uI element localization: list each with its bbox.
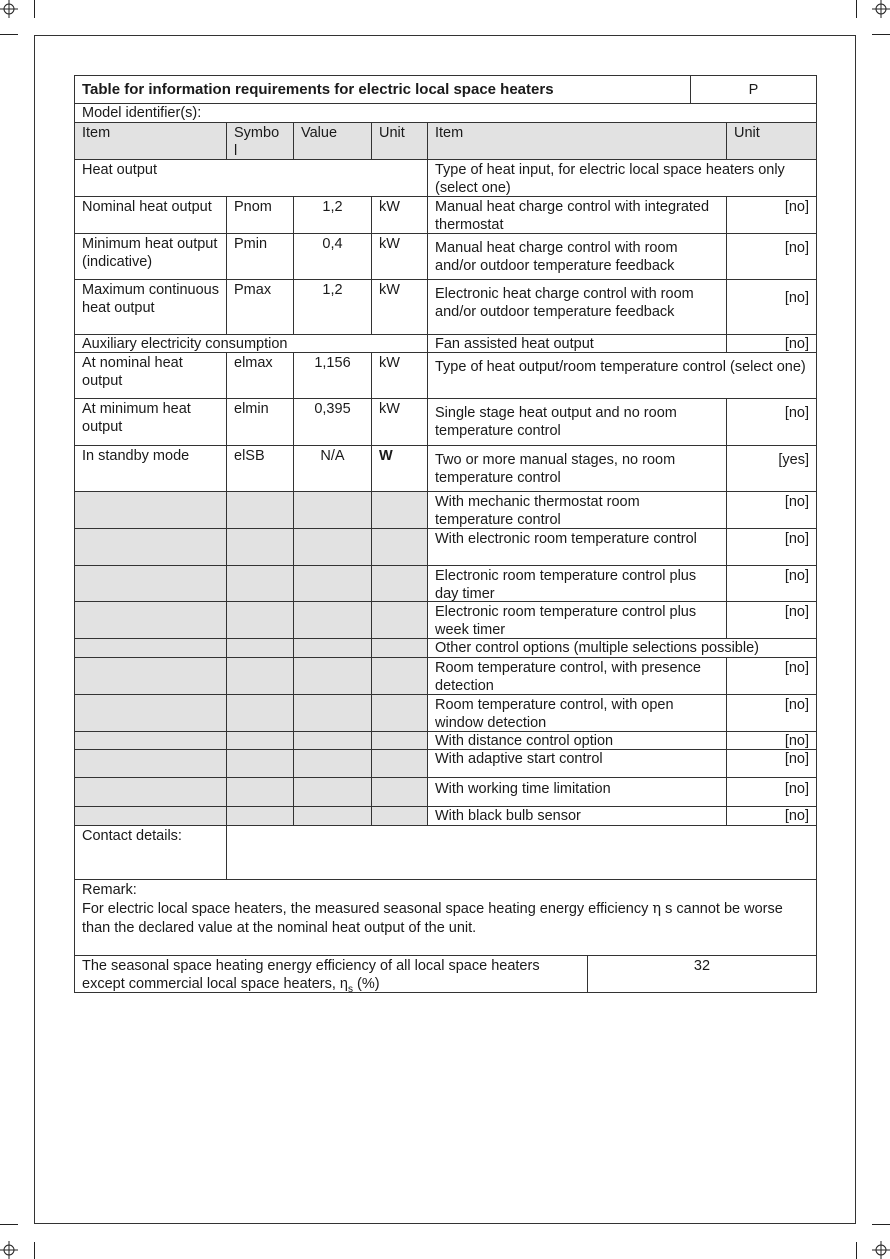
empty-shaded-cell	[293, 806, 372, 826]
other-control-value: [no]	[726, 731, 817, 750]
empty-shaded-cell	[293, 565, 372, 602]
crop-mark	[872, 1224, 890, 1225]
empty-shaded-cell	[371, 749, 428, 778]
empty-shaded-cell	[226, 565, 294, 602]
contact-details-label: Contact details:	[74, 825, 227, 880]
heat-output-item: Electronic room temperature control plus week timer	[427, 601, 727, 639]
row-symbol: Pnom	[226, 196, 294, 234]
aux-row-item: At nominal heat output	[74, 352, 227, 399]
heat-input-value: [no]	[726, 233, 817, 280]
empty-shaded-cell	[226, 528, 294, 566]
aux-row-value: N/A	[293, 445, 372, 492]
heat-input-value: [no]	[726, 279, 817, 335]
heat-input-value: [no]	[726, 334, 817, 353]
other-control-value: [no]	[726, 749, 817, 778]
remark-text: For electric local space heaters, the measured seasonal space heating energy efficiency	[82, 901, 649, 917]
other-control-item: Room temperature control, with presence detection	[427, 657, 727, 695]
heat-input-item: Fan assisted heat output	[427, 334, 727, 353]
eta-symbol: η	[652, 901, 662, 917]
col-header-item2: Item	[427, 122, 727, 160]
empty-shaded-cell	[371, 528, 428, 566]
col-header-value: Value	[293, 122, 372, 160]
aux-row-value: 0,395	[293, 398, 372, 446]
heat-output-item: With electronic room temperature control	[427, 528, 727, 566]
contact-details-value	[226, 825, 817, 880]
section-heat-output: Heat output	[74, 159, 428, 197]
heat-input-item: Manual heat charge control with room and/or outdoor temperature feedback	[427, 233, 727, 280]
empty-shaded-cell	[371, 565, 428, 602]
heat-output-value: [no]	[726, 565, 817, 602]
aux-row-value: 1,156	[293, 352, 372, 399]
efficiency-label: The seasonal space heating energy efficiency of all local space heaters except commercial local space heaters,	[82, 958, 540, 992]
model-identifier-label: Model identifier(s):	[74, 103, 817, 123]
registration-mark-icon	[872, 1241, 890, 1259]
other-control-value: [no]	[726, 694, 817, 732]
table-title: Table for information requirements for electric local space heaters	[74, 75, 691, 104]
row-item: Minimum heat output (indicative)	[74, 233, 227, 280]
other-control-value: [no]	[726, 657, 817, 695]
row-symbol: Pmax	[226, 279, 294, 335]
empty-shaded-cell	[293, 657, 372, 695]
empty-shaded-cell	[74, 528, 227, 566]
empty-shaded-cell	[226, 777, 294, 807]
col-header-item: Item	[74, 122, 227, 160]
heat-output-item: Electronic room temperature control plus day timer	[427, 565, 727, 602]
row-value: 1,2	[293, 196, 372, 234]
remark-text-2: s cannot be worse than the declared value at the nominal heat output of the unit.	[82, 901, 783, 936]
registration-mark-icon	[872, 0, 890, 18]
remark-cell	[74, 879, 817, 956]
empty-shaded-cell	[371, 731, 428, 750]
section-heat-output-control: Type of heat output/room temperature control (select one)	[427, 352, 817, 399]
heat-input-item: Manual heat charge control with integrated thermostat	[427, 196, 727, 234]
other-control-value: [no]	[726, 806, 817, 826]
section-heat-input: Type of heat input, for electric local space heaters only (select one)	[427, 159, 817, 197]
other-control-item: With adaptive start control	[427, 749, 727, 778]
empty-shaded-cell	[293, 491, 372, 529]
empty-shaded-cell	[74, 565, 227, 602]
empty-shaded-cell	[74, 731, 227, 750]
empty-shaded-cell	[293, 777, 372, 807]
efficiency-value: 32	[587, 955, 817, 993]
empty-shaded-cell	[293, 601, 372, 639]
empty-shaded-cell	[226, 749, 294, 778]
aux-row-item: In standby mode	[74, 445, 227, 492]
empty-shaded-cell	[74, 638, 227, 658]
row-unit: kW	[371, 196, 428, 234]
row-value: 0,4	[293, 233, 372, 280]
row-value: 1,2	[293, 279, 372, 335]
crop-mark	[0, 1224, 18, 1225]
aux-row-symbol: elSB	[226, 445, 294, 492]
crop-mark	[856, 0, 857, 18]
empty-shaded-cell	[293, 694, 372, 732]
heat-output-value: [no]	[726, 491, 817, 529]
other-control-item: Room temperature control, with open window detection	[427, 694, 727, 732]
row-item: Nominal heat output	[74, 196, 227, 234]
eta-symbol: η	[339, 976, 348, 992]
efficiency-label-cell	[74, 955, 588, 993]
empty-shaded-cell	[371, 806, 428, 826]
aux-row-item: At minimum heat output	[74, 398, 227, 446]
empty-shaded-cell	[74, 777, 227, 807]
empty-shaded-cell	[226, 694, 294, 732]
empty-shaded-cell	[226, 638, 294, 658]
aux-row-symbol: elmin	[226, 398, 294, 446]
empty-shaded-cell	[74, 694, 227, 732]
empty-shaded-cell	[226, 657, 294, 695]
empty-shaded-cell	[371, 777, 428, 807]
heat-output-item: With mechanic thermostat room temperature control	[427, 491, 727, 529]
other-control-item: With distance control option	[427, 731, 727, 750]
col-header-unit2: Unit	[726, 122, 817, 160]
aux-row-unit: kW	[371, 352, 428, 399]
heat-input-value: [no]	[726, 196, 817, 234]
heat-output-value: [no]	[726, 601, 817, 639]
empty-shaded-cell	[226, 601, 294, 639]
empty-shaded-cell	[293, 638, 372, 658]
other-control-value: [no]	[726, 777, 817, 807]
empty-shaded-cell	[74, 601, 227, 639]
crop-mark	[34, 0, 35, 18]
empty-shaded-cell	[371, 638, 428, 658]
eta-subscript: s	[347, 983, 353, 995]
section-aux-consumption: Auxiliary electricity consumption	[74, 334, 428, 353]
heat-output-item: Single stage heat output and no room temperature control	[427, 398, 727, 446]
crop-mark	[856, 1242, 857, 1259]
crop-mark	[34, 1242, 35, 1259]
crop-mark	[872, 34, 890, 35]
empty-shaded-cell	[74, 657, 227, 695]
empty-shaded-cell	[293, 528, 372, 566]
crop-mark	[0, 34, 18, 35]
percent-label: (%)	[357, 976, 380, 992]
heat-output-item: Two or more manual stages, no room temperature control	[427, 445, 727, 492]
empty-shaded-cell	[226, 491, 294, 529]
empty-shaded-cell	[74, 749, 227, 778]
empty-shaded-cell	[226, 806, 294, 826]
col-header-unit: Unit	[371, 122, 428, 160]
heat-output-value: [no]	[726, 398, 817, 446]
empty-shaded-cell	[74, 491, 227, 529]
section-other-controls: Other control options (multiple selections possible)	[427, 638, 817, 658]
empty-shaded-cell	[293, 749, 372, 778]
registration-mark-icon	[0, 1241, 18, 1259]
empty-shaded-cell	[74, 806, 227, 826]
remark-label: Remark:	[82, 882, 137, 898]
other-control-item: With working time limitation	[427, 777, 727, 807]
heat-output-value: [yes]	[726, 445, 817, 492]
col-header-symbol: Symbo l	[226, 122, 294, 160]
empty-shaded-cell	[371, 694, 428, 732]
registration-mark-icon	[0, 0, 18, 18]
heat-output-value: [no]	[726, 528, 817, 566]
aux-row-symbol: elmax	[226, 352, 294, 399]
row-symbol: Pmin	[226, 233, 294, 280]
row-unit: kW	[371, 233, 428, 280]
row-item: Maximum continuous heat output	[74, 279, 227, 335]
empty-shaded-cell	[226, 731, 294, 750]
empty-shaded-cell	[293, 731, 372, 750]
heat-input-item: Electronic heat charge control with room and/or outdoor temperature feedback	[427, 279, 727, 335]
empty-shaded-cell	[371, 491, 428, 529]
empty-shaded-cell	[371, 657, 428, 695]
aux-row-unit: W	[371, 445, 428, 492]
other-control-item: With black bulb sensor	[427, 806, 727, 826]
row-unit: kW	[371, 279, 428, 335]
title-right-cell: P	[690, 75, 817, 104]
aux-row-unit: kW	[371, 398, 428, 446]
empty-shaded-cell	[371, 601, 428, 639]
